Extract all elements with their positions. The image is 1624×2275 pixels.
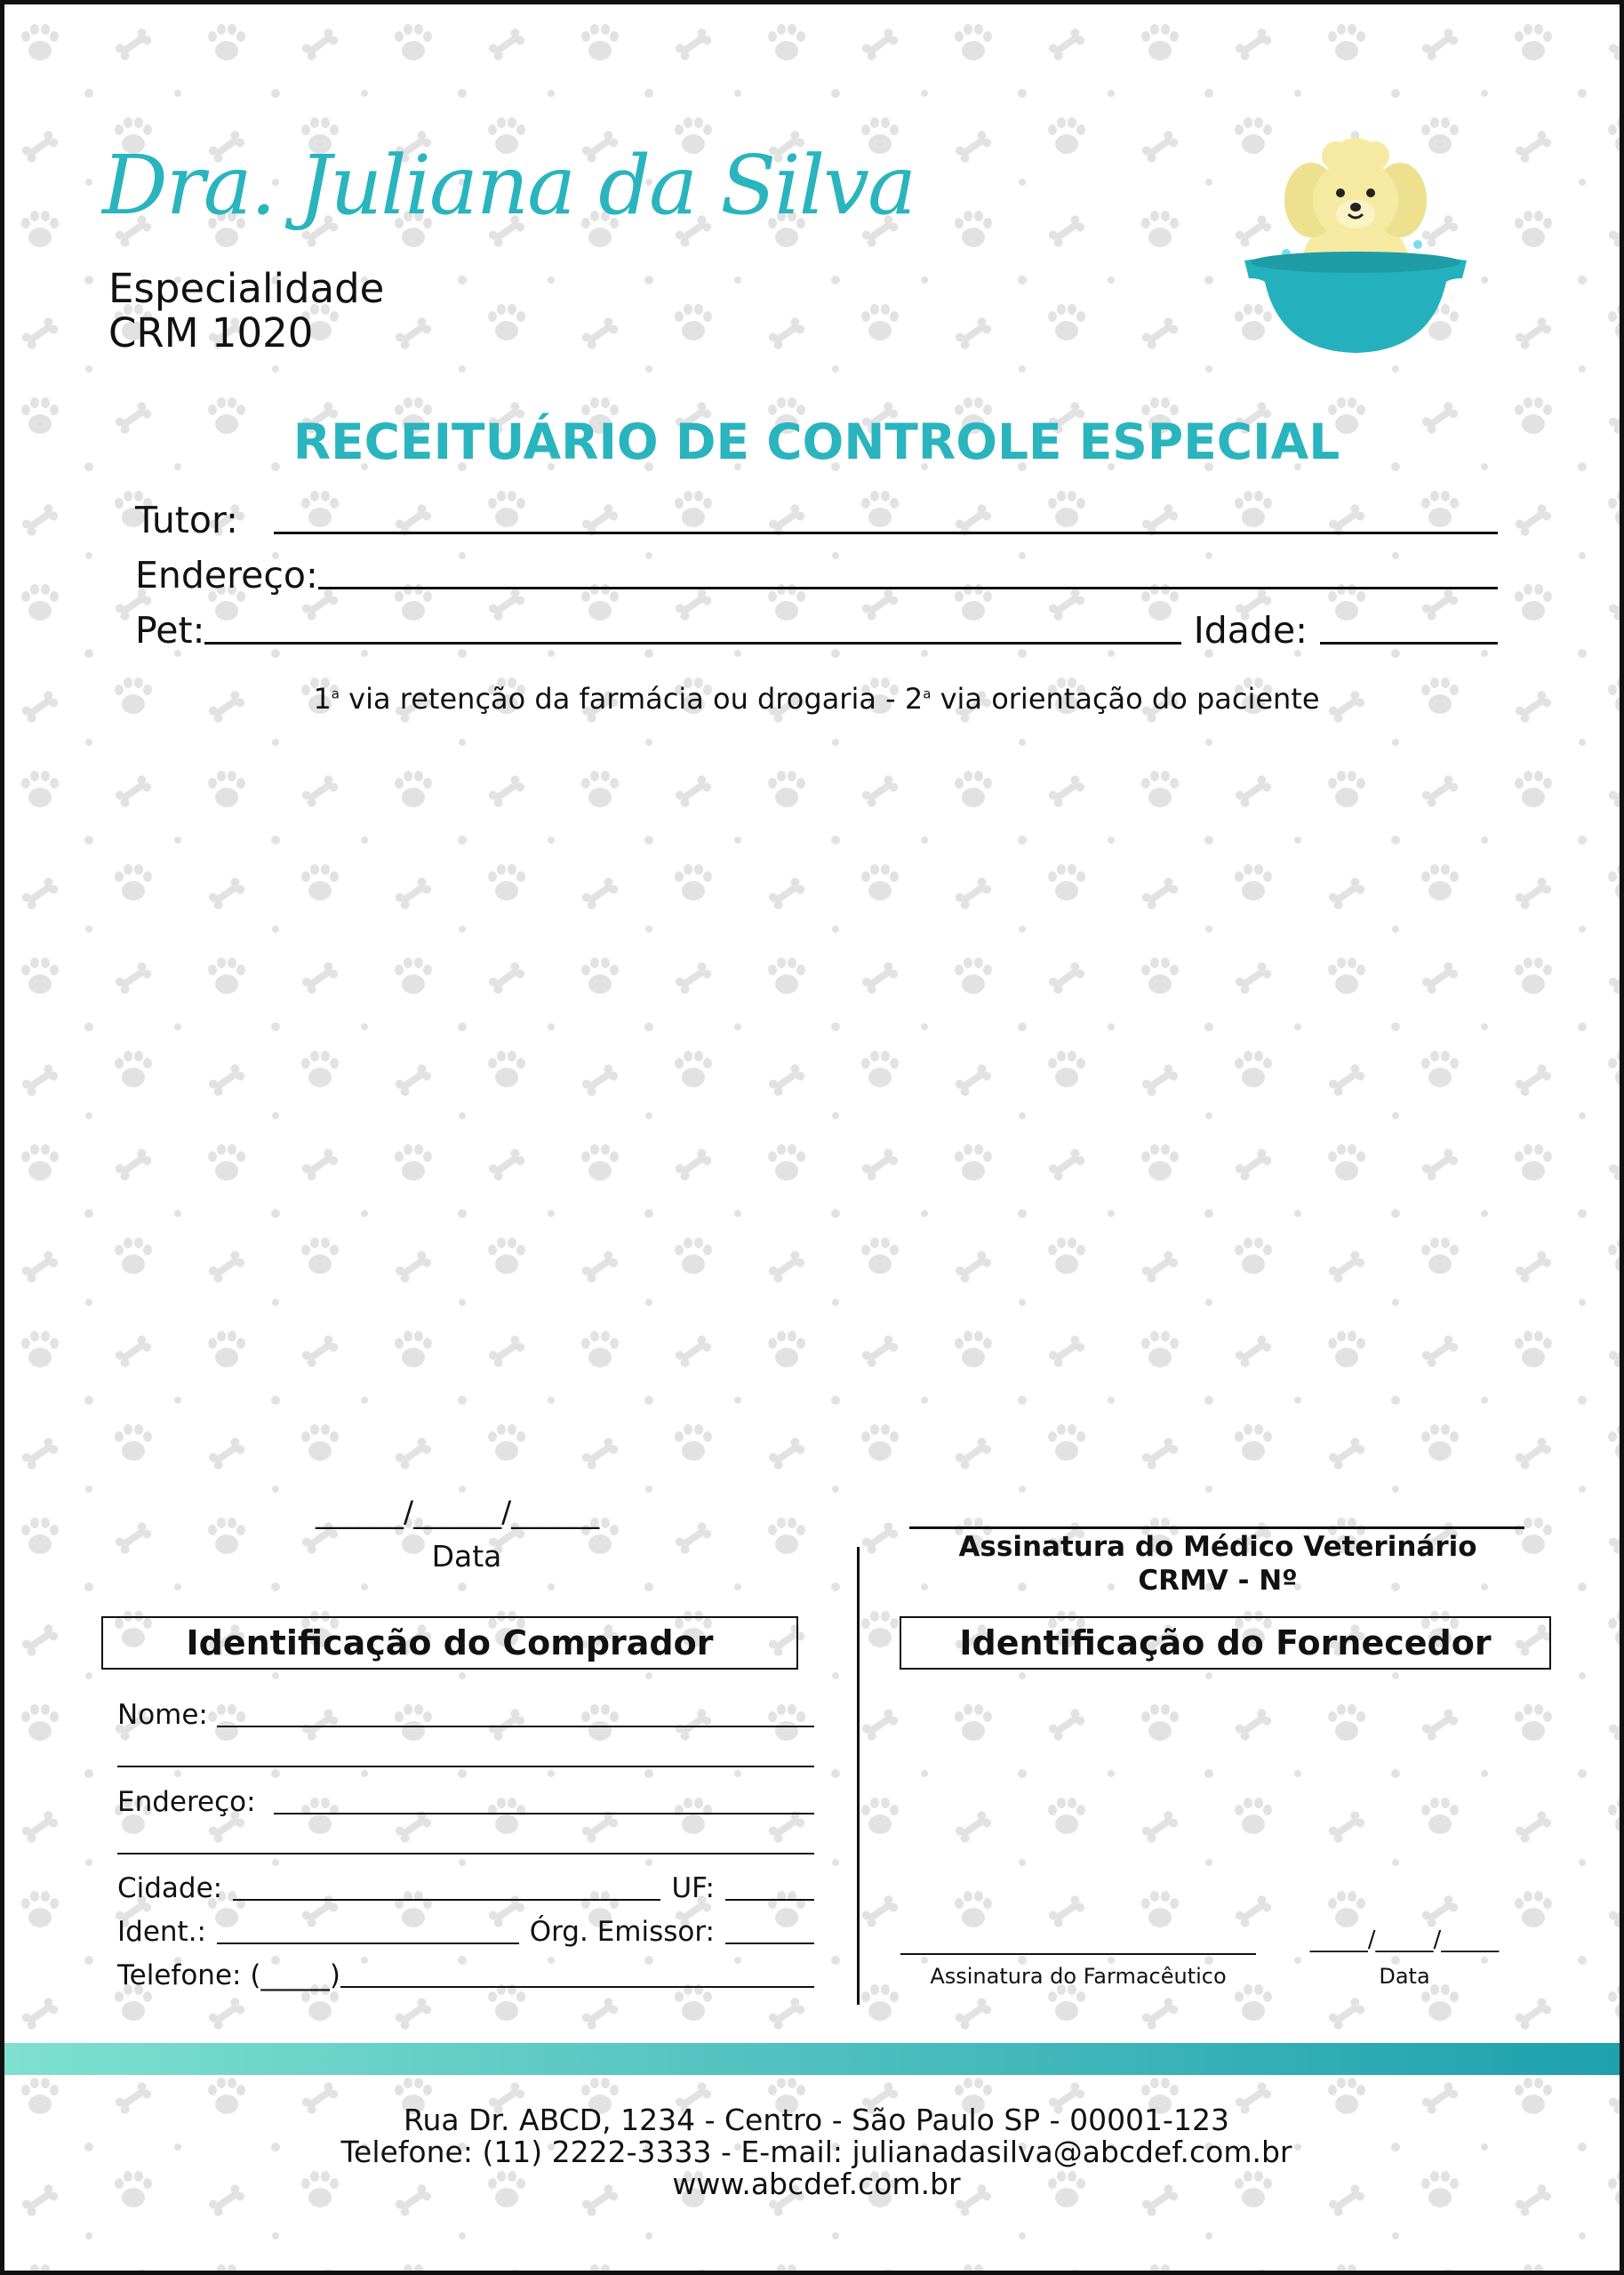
buyer-uf-label: UF: [671,1872,715,1904]
buyer-name-line-continued [117,1766,814,1767]
pet-line [204,642,1180,645]
buyer-issuer-line [725,1943,814,1944]
buyer-city-label: Cidade: [117,1872,223,1904]
puppy-in-bathtub-logo [1240,129,1471,378]
doctor-name: Dra. Juliana da Silva [102,138,915,233]
via-text-1: via retenção da farmácia ou drogaria - 2 [340,682,924,716]
buyer-name-line [217,1726,814,1727]
tutor-line [274,532,1498,534]
address-field[interactable] [135,547,1498,597]
vet-signature-label: Assinatura do Médico Veterinário [958,1531,1477,1563]
tutor-label: Tutor: [135,499,238,541]
footer-phone-email: Telefone: (11) 2222-3333 - E-mail: julianadasilva@abcdef.com.br [340,2135,1292,2169]
vertical-divider [857,1547,860,2005]
buyer-address-field[interactable] [117,1781,814,1818]
buyer-name-field[interactable] [117,1694,814,1731]
prescription-date-blank[interactable]: ______/______/______ [316,1494,600,1529]
buyer-ident-line [217,1943,519,1944]
buyer-id-field[interactable] [117,1911,814,1948]
via-note [4,682,1624,716]
buyer-id-heading: Identificação do Comprador [101,1616,798,1670]
buyer-city-line [233,1899,660,1901]
buyer-name-label: Nome: [117,1699,208,1731]
doctor-credentials [108,267,384,356]
buyer-address-label: Endereço: [117,1786,256,1818]
buyer-address-line-continued [117,1853,814,1854]
via-sup-1: a [331,685,340,702]
buyer-ident-label: Ident.: [117,1916,206,1948]
specialty-text: Especialidade [108,265,385,312]
footer-website[interactable]: www.abcdef.com.br [672,2167,961,2201]
address-line [318,587,1498,589]
pet-field[interactable] [135,602,1498,652]
tutor-field[interactable] [135,492,1498,541]
vet-signature-line[interactable] [909,1526,1524,1529]
document-title: RECEITUÁRIO DE CONTROLE ESPECIAL [292,413,1340,470]
buyer-phone-field[interactable] [117,1954,814,1991]
footer-gradient-bar [4,2043,1624,2075]
via-num-1: 1 [313,682,332,716]
vet-signature-caption [893,1530,1542,1598]
footer-address: Rua Dr. ABCD, 1234 - Centro - São Paulo SP - 00001-123 [404,2103,1229,2137]
buyer-address-line-2[interactable] [117,1821,814,1858]
buyer-city-field[interactable] [117,1867,814,1904]
supplier-date-label: Data [1379,1964,1430,1989]
via-text-2: via orientação do paciente [931,682,1320,716]
pharmacist-signature-line[interactable] [900,1953,1256,1955]
pharmacist-signature-label: Assinatura do Farmacêutico [930,1964,1227,1989]
buyer-uf-line [725,1899,814,1901]
prescription-date-label: Data [431,1539,502,1574]
supplier-date-blank[interactable]: _____/_____/_____ [1309,1927,1500,1953]
age-label: Idade: [1193,609,1308,652]
age-line [1320,642,1498,645]
buyer-phone-label: Telefone: (_____) [117,1959,341,1991]
supplier-id-heading: Identificação do Fornecedor [900,1616,1551,1670]
buyer-issuer-label: Órg. Emissor: [529,1916,715,1948]
pet-label: Pet: [135,609,205,652]
address-label: Endereço: [135,554,318,597]
buyer-phone-line [340,1986,814,1988]
footer-contact [4,2104,1624,2200]
crmv-label: CRMV - Nº [1138,1565,1298,1597]
buyer-address-line [274,1813,814,1814]
crm-text: CRM 1020 [108,309,314,356]
buyer-name-line-2[interactable] [117,1734,814,1771]
via-sup-2: a [923,685,932,702]
